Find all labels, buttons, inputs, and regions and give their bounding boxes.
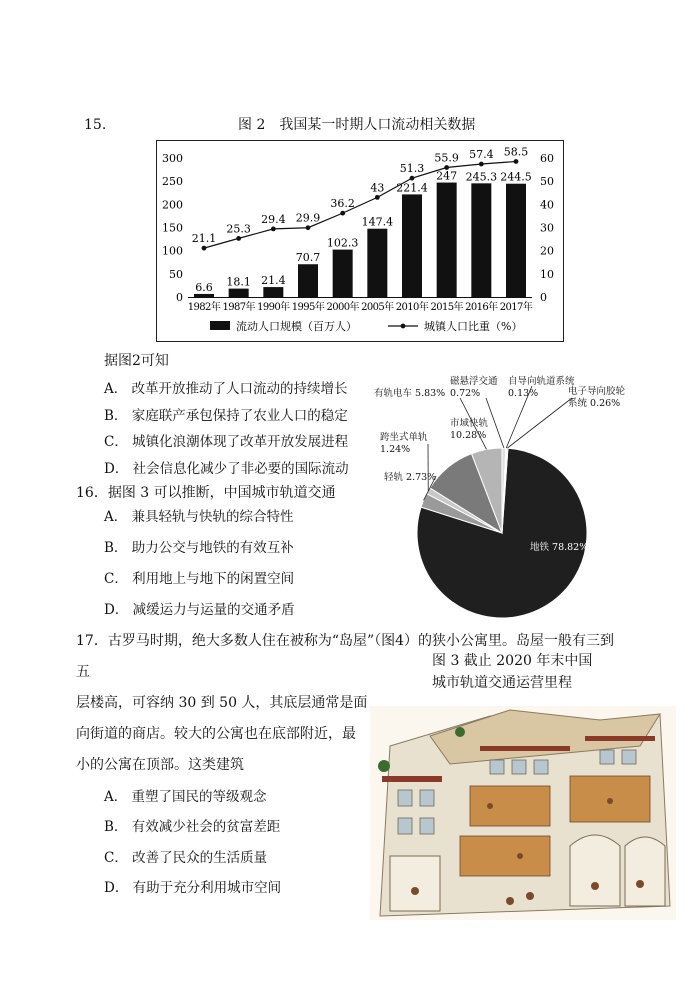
legend-bar-label: 流动人口规模（百万人） [236,320,357,333]
pie-label: 10.28% [450,430,487,441]
q16-option-b[interactable]: B． 助力公交与地铁的有效互补 [104,540,294,556]
line-value-label: 58.5 [503,145,529,159]
line-value-label: 43 [370,181,385,195]
figure-3-pie-chart [372,368,672,628]
q15-option-d[interactable]: D． 社会信息化减少了非必要的国际流动 [104,461,349,477]
q16-option-a[interactable]: A． 兼具轻轨与快轨的综合特性 [104,509,294,525]
bar-2017年 [506,184,526,297]
q17-option-a[interactable]: A． 重塑了国民的等级观念 [104,789,267,805]
pie-label: 自导向轨道系统 [508,376,575,387]
category-label: 1990年 [257,302,290,313]
figure-3-caption-line1: 图 3 截止 2020 年末中国 [432,653,593,669]
category-label: 2010年 [395,302,429,313]
left-axis-tick: 250 [162,175,183,189]
category-label: 2017年 [499,302,533,313]
figure-2-title: 图 2 我国某一时期人口流动相关数据 [238,117,476,133]
figure-4-insula-illustration [370,706,676,920]
question-number-15: 15. [84,117,107,133]
q15-option-b[interactable]: B． 家庭联产承包保持了农业人口的稳定 [104,408,348,424]
bar-value-label: 221.4 [396,181,428,195]
left-axis-tick: 0 [176,291,183,304]
bar-value-label: 6.6 [195,280,213,294]
line-point-1990年 [271,226,276,231]
figure-2-chart [156,140,564,342]
pie-label: 跨坐式单轨 [380,432,428,443]
right-axis-tick: 20 [540,244,554,258]
line-value-label: 36.2 [330,197,355,211]
q17-option-d[interactable]: D． 有助于充分利用城市空间 [104,880,282,896]
legend-line-marker [401,324,406,329]
line-point-1995年 [306,225,311,230]
bar-value-label: 244.5 [500,170,532,184]
left-axis-tick: 150 [162,221,183,235]
line-value-label: 55.9 [434,151,459,165]
bar-1987年 [229,289,249,297]
right-axis-tick: 10 [540,267,554,281]
right-axis-tick: 50 [540,175,554,189]
pie-label: 有轨电车 5.83% [374,388,446,399]
bar-1990年 [263,287,283,297]
bar-value-label: 147.4 [361,215,394,229]
bar-2005年 [367,229,387,297]
left-axis-tick: 200 [162,198,183,212]
line-value-label: 57.4 [469,148,494,162]
line-point-2016年 [479,162,484,167]
pie-leader-line [486,398,504,448]
q17-stem-line1: 17．古罗马时期，绝大多数人住在被称为“岛屋”（图4）的狭小公寓里。岛屋一般有三到 [76,633,615,649]
pie-label: 地铁 78.82% [530,542,589,553]
q17-stem-line4: 向街道的商店。较大的公寓也在底部附近，最 [76,726,356,742]
bar-1982年 [194,294,214,297]
category-label: 1982年 [187,302,221,313]
line-value-label: 21.1 [191,232,217,246]
left-axis-tick: 100 [162,244,183,258]
category-label: 2005年 [361,302,394,313]
legend-bar-swatch [210,321,230,330]
line-value-label: 29.4 [261,212,286,226]
category-label: 2015年 [430,302,463,313]
right-axis-tick: 40 [540,198,554,212]
line-point-2017年 [514,159,519,164]
left-axis-tick: 300 [162,152,183,165]
bar-value-label: 21.4 [261,274,286,288]
q17-stem-line2: 五 [76,664,90,680]
line-value-label: 51.3 [399,162,425,176]
right-axis-tick: 30 [540,221,554,235]
category-label: 1995年 [291,302,325,313]
q16-stem: 16．据图 3 可以推断，中国城市轨道交通 [76,485,336,501]
q15-option-a[interactable]: A． 改革开放推动了人口流动的持续增长 [104,381,348,397]
line-point-2010年 [410,176,415,181]
line-point-1987年 [236,236,241,241]
bar-value-label: 245.3 [465,170,498,184]
pie-label: 磁悬浮交通 [450,376,498,387]
pie-label: 0.72% [450,388,481,399]
line-value-label: 29.9 [295,211,321,225]
q17-stem-line5: 小的公寓在顶部。这类建筑 [76,757,244,773]
q16-option-c[interactable]: C． 利用地上与地下的闲置空间 [104,571,295,587]
line-value-label: 25.3 [226,222,251,236]
q17-option-b[interactable]: B． 有效减少社会的贫富差距 [104,819,281,835]
bar-2015年 [437,183,457,297]
q15-option-c[interactable]: C． 城镇化浪潮体现了改革开放发展进程 [104,434,349,450]
bar-value-label: 70.7 [295,251,321,265]
pie-label: 轻轨 2.73% [384,472,437,483]
category-label: 2000年 [326,302,359,313]
bar-value-label: 18.1 [226,275,251,289]
pie-label: 系统 0.26% [568,398,621,409]
pie-label: 市域快轨 [450,418,489,429]
right-axis-tick: 60 [540,152,554,165]
line-point-1982年 [202,246,207,251]
pie-label: 0.13% [508,388,539,399]
bar-2010年 [402,194,422,297]
bar-value-label: 247 [436,169,458,183]
category-label: 1987年 [222,302,255,313]
pie-label: 1.24% [380,444,411,455]
line-point-2000年 [340,211,345,216]
line-point-2015年 [444,165,449,170]
bar-2000年 [333,250,353,297]
figure-3-caption-line2: 城市轨道交通运营里程 [432,675,572,691]
bar-1995年 [298,264,318,297]
q15-lead: 据图2可知 [104,353,169,369]
bar-value-label: 102.3 [326,236,359,250]
right-axis-tick: 0 [540,291,547,304]
bar-2016年 [471,183,491,297]
pie-label: 电子导向胶轮 [568,386,626,397]
category-label: 2016年 [465,302,498,313]
q17-option-c[interactable]: C． 改善了民众的生活质量 [104,850,268,866]
line-point-2005年 [375,195,380,200]
legend-line-label: 城镇人口比重（%） [424,320,523,333]
q16-option-d[interactable]: D． 减缓运力与运量的交通矛盾 [104,602,295,618]
left-axis-tick: 50 [169,267,183,281]
q17-stem-line3: 层楼高，可容纳 30 到 50 人，其底层通常是面 [76,695,368,711]
